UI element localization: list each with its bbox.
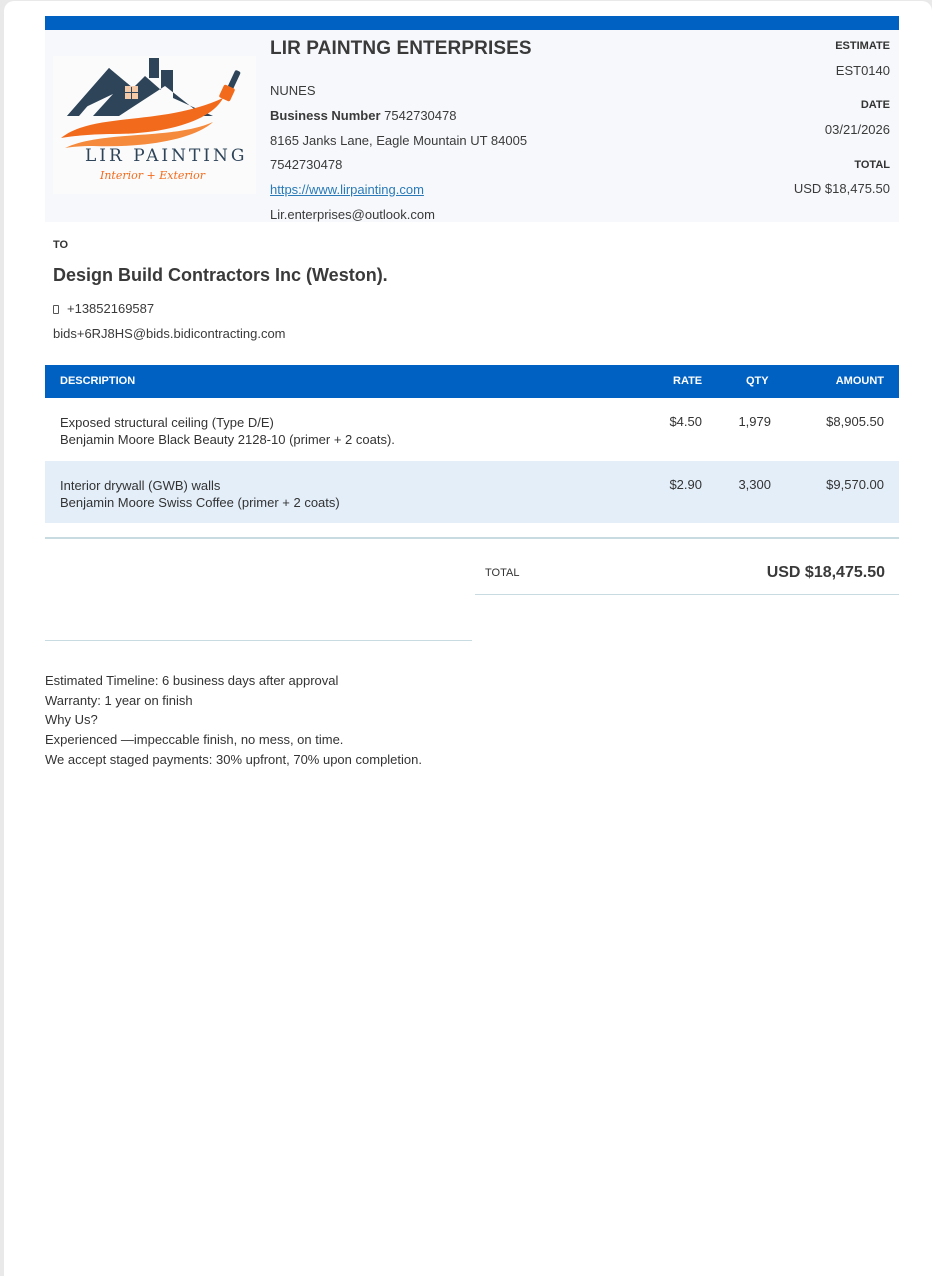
business-owner: NUNES	[270, 83, 316, 98]
row-amount: $8,905.50	[826, 414, 884, 429]
business-number-label: Business Number	[270, 108, 381, 123]
table-row	[45, 398, 899, 460]
date-label: DATE	[860, 99, 890, 111]
row-description	[60, 477, 340, 511]
business-email: Lir.enterprises@outlook.com	[270, 207, 435, 222]
estimate-notes	[45, 671, 422, 770]
row-rate: $4.50	[669, 414, 702, 429]
table-row	[45, 461, 899, 523]
note-line: Warranty: 1 year on finish	[45, 692, 193, 708]
row-rate: $2.90	[669, 477, 702, 492]
row-description	[60, 414, 395, 448]
header-description: DESCRIPTION	[60, 375, 136, 387]
note-line: Why Us?	[45, 712, 98, 728]
note-line: Estimated Timeline: 6 business days after approval	[45, 673, 339, 688]
notes-divider	[45, 640, 472, 641]
logo-tagline: Interior + Exterior	[100, 169, 206, 182]
estimate-meta	[740, 38, 890, 218]
row-description-line2: Benjamin Moore Swiss Coffee (primer + 2 coats)	[60, 495, 340, 510]
business-number-line	[270, 108, 456, 123]
estimate-label: ESTIMATE	[835, 40, 890, 52]
client-phone-line	[53, 301, 154, 316]
client-email: bids+6RJ8HS@bids.bidicontracting.com	[53, 326, 286, 341]
summary-total-label: TOTAL	[485, 567, 520, 579]
header-rate: RATE	[673, 375, 703, 387]
row-amount: $9,570.00	[826, 477, 884, 492]
note-line: We accept staged payments: 30% upfront, 70% upon completion.	[45, 751, 422, 767]
business-info	[270, 38, 700, 222]
mobile-phone-icon	[53, 305, 59, 314]
row-description-line1: Interior drywall (GWB) walls	[60, 478, 221, 493]
table-divider	[45, 537, 899, 539]
estimate-header	[45, 30, 899, 222]
estimate-number: EST0140	[835, 63, 890, 78]
business-phone: 7542730478	[270, 157, 343, 172]
row-description-line2: Benjamin Moore Black Beauty 2128-10 (primer + 2 coats).	[60, 432, 395, 447]
client-phone: +13852169587	[67, 301, 155, 316]
logo-title: LIR PAINTING	[85, 146, 248, 166]
business-website-link[interactable]: https://www.lirpainting.com	[270, 182, 424, 197]
row-qty: 1,979	[738, 414, 771, 429]
client-name: Design Build Contractors Inc (Weston).	[53, 265, 388, 285]
row-description-line1: Exposed structural ceiling (Type D/E)	[60, 415, 274, 430]
business-address: 8165 Janks Lane, Eagle Mountain UT 84005	[270, 133, 528, 148]
summary-total-value: USD $18,475.50	[766, 564, 885, 581]
estimate-document	[4, 1, 932, 1276]
estimate-date: 03/21/2026	[824, 122, 890, 137]
total-divider	[475, 594, 899, 595]
line-items-header	[45, 365, 899, 398]
business-name: LIR PAINTNG ENTERPRISES	[270, 38, 532, 59]
accent-bar	[45, 16, 899, 30]
header-total-value: USD $18,475.50	[793, 181, 890, 196]
header-total-label: TOTAL	[854, 159, 890, 171]
to-label: TO	[53, 239, 69, 251]
row-qty: 3,300	[738, 477, 771, 492]
header-amount: AMOUNT	[835, 375, 884, 387]
note-line: Experienced —impeccable finish, no mess, on time.	[45, 732, 344, 748]
company-logo	[53, 56, 256, 194]
header-qty: QTY	[746, 375, 769, 387]
business-number: 7542730478	[384, 108, 457, 123]
